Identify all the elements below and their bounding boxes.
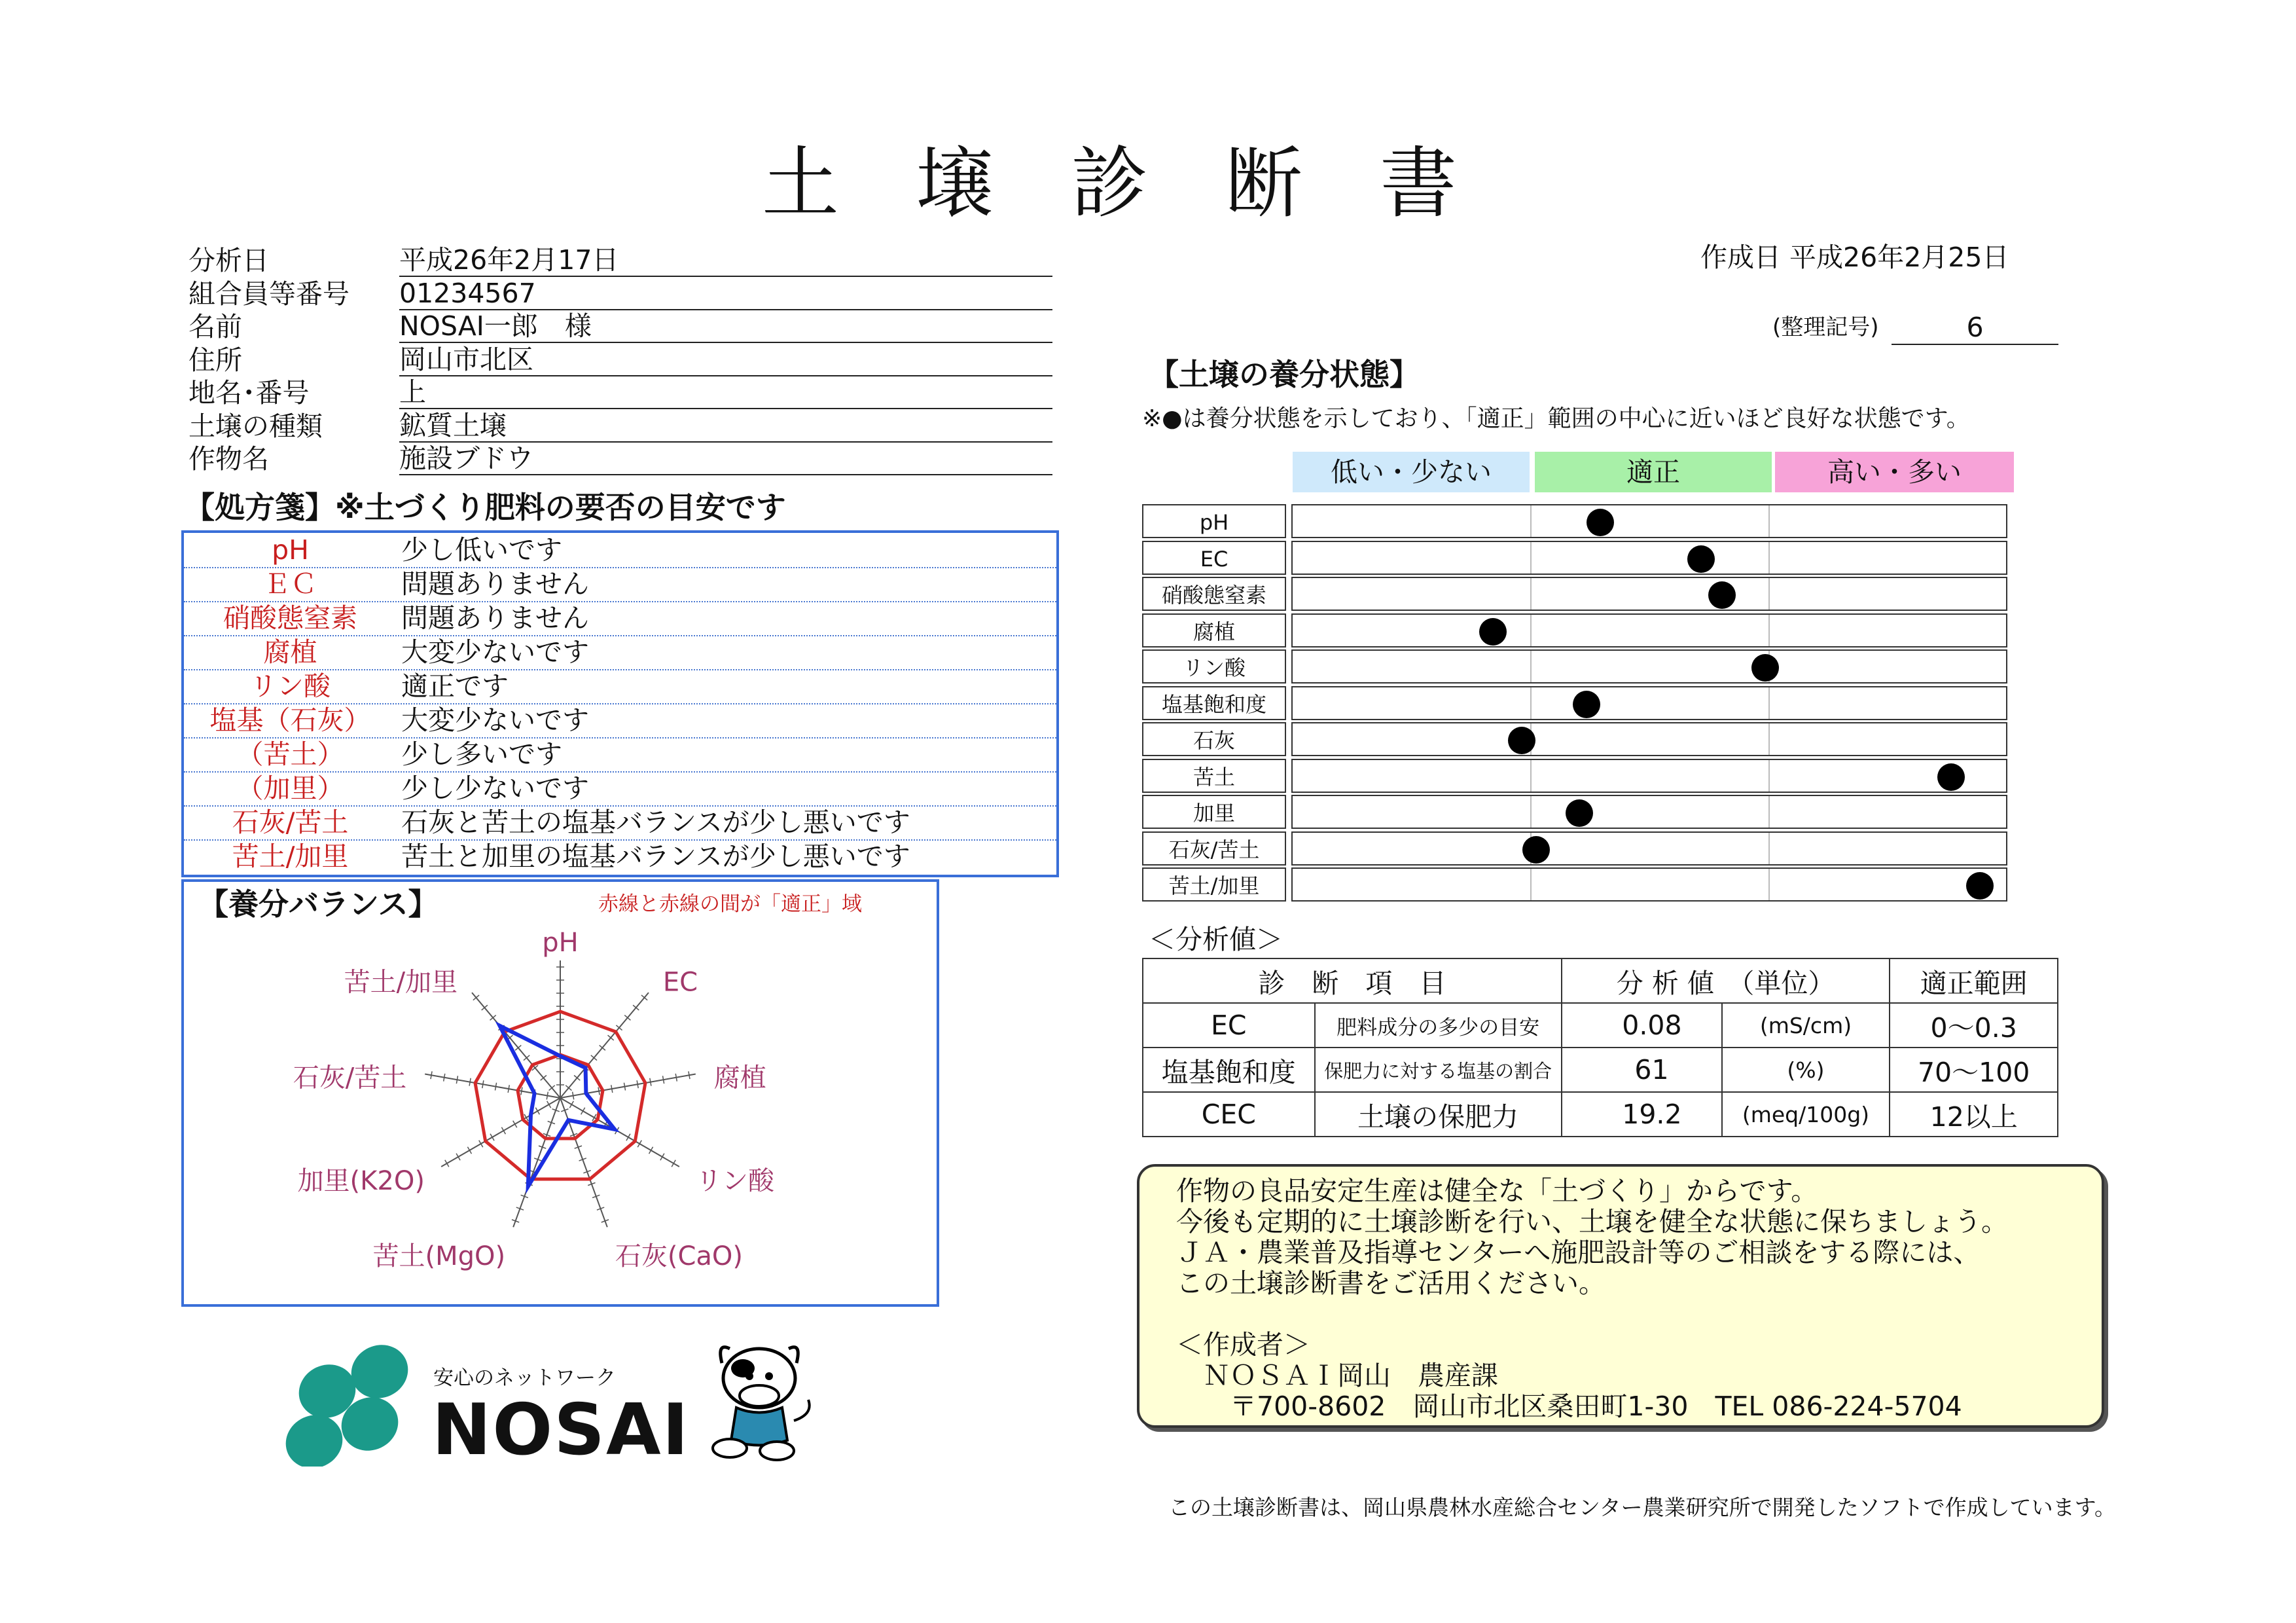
status-row — [1142, 649, 2007, 686]
status-dot — [1937, 763, 1965, 791]
prescription-comment: 適正です — [401, 670, 509, 702]
radar-tick — [624, 1083, 625, 1091]
prescription-row — [184, 567, 1056, 602]
status-item-name: 硝酸態窒素 — [1142, 577, 1286, 611]
radar-tick — [445, 1160, 449, 1167]
radar-tick — [467, 1147, 471, 1154]
prescription-item: 石灰/苦土 — [232, 807, 349, 838]
nosai-logo-mark — [278, 1336, 429, 1467]
prescription-comment: 大変少ないです — [401, 636, 589, 668]
seiri-value: 6 — [1892, 311, 2058, 345]
info-row — [188, 310, 1052, 344]
analysis-unit: (%) — [1722, 1048, 1890, 1092]
analysis-desc: 保肥力に対する塩基の割合 — [1315, 1048, 1562, 1092]
analysis-item: EC — [1143, 1003, 1315, 1048]
radar-tick — [495, 1083, 496, 1091]
info-value: 岡山市北区 — [399, 344, 1052, 376]
radar-tick — [508, 1085, 509, 1093]
prescription-item: ＥＣ — [263, 568, 317, 600]
status-row — [1142, 867, 2007, 904]
status-dot — [1573, 691, 1600, 718]
radar-tick — [626, 1134, 630, 1140]
radar-tick — [547, 1101, 551, 1108]
radar-tick — [479, 1140, 483, 1147]
prescription-row — [184, 839, 1056, 873]
info-label: 名前 — [188, 311, 242, 342]
status-bar — [1291, 795, 2007, 829]
analysis-row — [1143, 1003, 2058, 1048]
status-row — [1142, 577, 2007, 613]
status-item-name: リン酸 — [1142, 649, 1286, 684]
analysis-unit: (mS/cm) — [1722, 1003, 1890, 1048]
prescription-comment: 少し低いです — [401, 534, 562, 566]
radar-axis — [425, 1074, 560, 1098]
analysis-range: 0～0.3 — [1890, 1003, 2058, 1048]
analysis-range: 70～100 — [1890, 1048, 2058, 1092]
prescription-comment: 問題ありません — [401, 568, 589, 600]
radar-tick — [663, 1076, 664, 1084]
status-divider — [1530, 505, 1532, 537]
balance-note: 赤線と赤線の間が「適正」域 — [598, 892, 862, 916]
status-divider — [1530, 651, 1532, 682]
radar-tick — [431, 1071, 432, 1079]
status-heading: 【土壌の養分状態】 — [1149, 357, 1420, 392]
prescription-item: （加里） — [236, 773, 344, 804]
status-band: 高い・多い — [1775, 452, 2014, 492]
balance-heading: 【養分バランス】 — [198, 886, 439, 922]
header-item: 診 断 項 目 — [1143, 958, 1562, 1003]
status-item-name: 腐植 — [1142, 613, 1286, 647]
analysis-value: 19.2 — [1562, 1092, 1722, 1137]
advice-line: 今後も定期的に土壌診断を行い、土壌を健全な状態に保ちましょう。 — [1176, 1206, 2008, 1237]
info-value: 01234567 — [399, 278, 1052, 310]
balance-panel — [181, 879, 939, 1307]
analysis-item: 塩基飽和度 — [1143, 1048, 1315, 1092]
status-dot — [1587, 509, 1614, 536]
prescription-item: （苦土） — [236, 739, 344, 770]
analysis-desc: 土壌の保肥力 — [1315, 1092, 1562, 1137]
info-label: 作物名 — [188, 443, 269, 475]
prescription-row — [184, 703, 1056, 739]
status-row — [1142, 504, 2007, 541]
status-divider — [1768, 833, 1770, 864]
radar-tick — [650, 1078, 651, 1086]
status-divider — [1768, 796, 1770, 828]
radar-tick — [535, 1108, 539, 1114]
radar-tick — [581, 1108, 585, 1114]
info-label: 組合員等番号 — [188, 278, 350, 310]
radar-axis-label: 苦土/加里 — [344, 967, 458, 998]
analysis-table — [1142, 958, 2058, 1137]
analysis-item: CEC — [1143, 1092, 1315, 1137]
status-item-name: 塩基飽和度 — [1142, 686, 1286, 720]
advice-line: ＜作成者＞ — [1176, 1329, 1310, 1360]
cow-mascot-icon — [704, 1336, 815, 1463]
status-bar — [1291, 867, 2007, 902]
radar-tick — [611, 1085, 613, 1093]
analysis-value: 0.08 — [1562, 1003, 1722, 1048]
advice-line: ＮＯＳＡＩ岡山 農産課 — [1176, 1360, 1498, 1391]
status-divider — [1768, 615, 1770, 646]
radar-axis-label: リン酸 — [696, 1166, 775, 1196]
status-dot — [1508, 727, 1535, 754]
radar-axis — [560, 1098, 679, 1167]
status-bar — [1291, 759, 2007, 793]
status-divider — [1530, 796, 1532, 828]
created-date: 作成日 平成26年2月25日 — [1700, 242, 2009, 273]
radar-tick — [637, 1140, 641, 1147]
radar-axis-label: EC — [662, 967, 698, 998]
status-divider — [1768, 760, 1770, 792]
status-divider — [1768, 542, 1770, 574]
prescription-table — [181, 530, 1059, 877]
radar-tick — [675, 1074, 677, 1082]
info-row — [188, 344, 1052, 377]
prescription-row — [184, 601, 1056, 636]
status-divider — [1530, 578, 1532, 610]
radar-tick — [649, 1147, 653, 1154]
status-bar — [1291, 577, 2007, 611]
status-divider — [1530, 615, 1532, 646]
status-bar — [1291, 649, 2007, 684]
status-row — [1142, 541, 2007, 577]
advice-line: この土壌診断書をご活用ください。 — [1176, 1267, 1605, 1299]
status-bar — [1291, 831, 2007, 866]
prescription-item: 苦土/加里 — [232, 841, 349, 872]
status-divider — [1768, 578, 1770, 610]
prescription-comment: 石灰と苦土の塩基バランスが少し悪いです — [401, 807, 910, 838]
logo-name: NOSAI — [432, 1389, 690, 1471]
balance-radar-chart — [184, 882, 937, 1304]
status-row — [1142, 613, 2007, 650]
status-grid — [1142, 504, 2007, 905]
radar-axis — [560, 1098, 607, 1227]
radar-tick — [501, 1127, 505, 1134]
prescription-item: 硝酸態窒素 — [223, 602, 357, 634]
radar-tick — [672, 1160, 675, 1167]
prescription-comment: 少し少ないです — [401, 773, 589, 804]
radar-axis-label: 石灰(CaO) — [615, 1241, 744, 1271]
info-value: NOSAI一郎 様 — [399, 310, 1052, 343]
prescription-row — [184, 533, 1056, 568]
status-divider — [1530, 760, 1532, 792]
radar-tick — [637, 1080, 638, 1088]
radar-axis-label: 加里(K2O) — [297, 1166, 425, 1196]
radar-axis — [560, 993, 649, 1098]
status-row — [1142, 795, 2007, 831]
radar-tick — [573, 1092, 574, 1100]
advice-line: 〒700-8602 岡山市北区桑田町1-30 TEL 086-224-5704 — [1176, 1391, 1962, 1422]
status-band: 適正 — [1535, 452, 1772, 492]
analysis-row — [1143, 1092, 2058, 1137]
radar-tick — [469, 1078, 471, 1086]
radar-tick — [569, 1101, 573, 1108]
status-bar — [1291, 504, 2007, 538]
radar-axis-label: 石灰/苦土 — [293, 1063, 407, 1093]
radar-axis-label: 苦土(MgO) — [372, 1241, 506, 1271]
radar-tick — [456, 1076, 457, 1084]
radar-axis — [560, 1074, 696, 1098]
radar-tick — [482, 1080, 484, 1088]
info-row — [188, 278, 1052, 311]
analysis-label: ＜分析値＞ — [1149, 924, 1283, 955]
radar-axis — [441, 1098, 560, 1167]
analysis-range: 12以上 — [1890, 1092, 2058, 1137]
status-divider — [1530, 869, 1532, 900]
prescription-row — [184, 669, 1056, 704]
status-dot — [1966, 872, 1994, 900]
info-row — [188, 443, 1052, 476]
analysis-desc: 肥料成分の多少の目安 — [1315, 1003, 1562, 1048]
prescription-row — [184, 737, 1056, 773]
info-row — [188, 376, 1052, 410]
status-dot — [1566, 799, 1593, 827]
prescription-comment: 大変少ないです — [401, 704, 589, 736]
info-row — [188, 410, 1052, 443]
status-bar — [1291, 722, 2007, 756]
radar-axis-label: pH — [542, 928, 579, 958]
radar-tick — [490, 1134, 494, 1140]
status-bar — [1291, 541, 2007, 575]
page-title: 土壌診断書 — [761, 138, 1534, 228]
analysis-header-row — [1143, 958, 2058, 1003]
status-dot — [1687, 545, 1715, 573]
status-band: 低い・少ない — [1293, 452, 1530, 492]
info-label: 住所 — [188, 344, 242, 376]
radar-axis-label: 腐植 — [713, 1063, 766, 1093]
status-item-name: 加里 — [1142, 795, 1286, 829]
status-note: ※●は養分状態を示しており、「適正」範囲の中心に近いほど良好な状態です。 — [1142, 405, 1970, 432]
prescription-comment: 問題ありません — [401, 602, 589, 634]
status-row — [1142, 831, 2007, 868]
info-label: 土壌の種類 — [188, 410, 323, 442]
info-value: 上 — [399, 376, 1052, 409]
prescription-row — [184, 771, 1056, 807]
prescription-item: 塩基（石灰） — [209, 704, 371, 736]
status-bar — [1291, 686, 2007, 720]
radar-tick — [689, 1071, 690, 1079]
prescription-heading: 【処方箋】※土づくり肥料の要否の目安です — [185, 490, 786, 525]
radar-tick — [547, 1092, 548, 1100]
info-label: 分析日 — [188, 245, 269, 276]
footer-note: この土壌診断書は、岡山県農林水産総合センター農業研究所で開発したソフトで作成しています。 — [1168, 1495, 2117, 1520]
status-row — [1142, 686, 2007, 723]
advice-box — [1137, 1164, 2104, 1428]
info-row — [188, 244, 1052, 278]
radar-axis — [513, 1098, 560, 1227]
status-row — [1142, 759, 2007, 795]
status-dot — [1479, 618, 1507, 646]
prescription-comment: 苦土と加里の塩基バランスが少し悪いです — [401, 841, 910, 872]
analysis-unit: (meq/100g) — [1722, 1092, 1890, 1137]
status-dot — [1522, 836, 1550, 864]
status-item-name: pH — [1142, 504, 1286, 538]
radar-tick — [513, 1121, 517, 1127]
status-dot — [1751, 654, 1779, 682]
status-divider — [1530, 687, 1532, 719]
analysis-row — [1143, 1048, 2058, 1092]
radar-tick — [598, 1087, 600, 1095]
seiri-label: (整理記号) — [1772, 314, 1879, 340]
status-item-name: 石灰/苦土 — [1142, 831, 1286, 866]
radar-tick — [444, 1074, 445, 1082]
status-divider — [1768, 687, 1770, 719]
header-value: 分 析 値 （単位） — [1562, 958, 1890, 1003]
header-range: 適正範囲 — [1890, 958, 2058, 1003]
prescription-comment: 少し多いです — [401, 739, 562, 770]
status-item-name: 石灰 — [1142, 722, 1286, 756]
status-divider — [1768, 723, 1770, 755]
info-label: 地名･番号 — [188, 377, 310, 409]
radar-tick — [521, 1087, 522, 1095]
status-dot — [1708, 581, 1736, 609]
radar-tick — [456, 1154, 460, 1160]
status-item-name: 苦土 — [1142, 759, 1286, 793]
prescription-item: 腐植 — [263, 636, 317, 668]
status-item-name: 苦土/加里 — [1142, 867, 1286, 902]
analysis-value: 61 — [1562, 1048, 1722, 1092]
status-divider — [1768, 505, 1770, 537]
radar-axis — [472, 993, 560, 1098]
prescription-item: リン酸 — [250, 670, 331, 702]
advice-line: 作物の良品安定生産は健全な「土づくり」からです。 — [1176, 1175, 1818, 1207]
status-bar — [1291, 613, 2007, 647]
status-divider — [1768, 869, 1770, 900]
prescription-row — [184, 805, 1056, 841]
logo-tagline: 安心のネットワーク — [433, 1366, 616, 1390]
status-item-name: EC — [1142, 541, 1286, 575]
advice-line: ＪＡ・農業普及指導センターへ施肥設計等のご相談をする際には、 — [1176, 1237, 1981, 1268]
info-value: 平成26年2月17日 — [399, 244, 1052, 277]
radar-tick — [660, 1154, 664, 1160]
status-row — [1142, 722, 2007, 759]
info-value: 鉱質土壌 — [399, 410, 1052, 443]
status-divider — [1530, 542, 1532, 574]
prescription-item: pH — [272, 534, 309, 566]
info-value: 施設ブドウ — [399, 443, 1052, 475]
prescription-row — [184, 635, 1056, 670]
